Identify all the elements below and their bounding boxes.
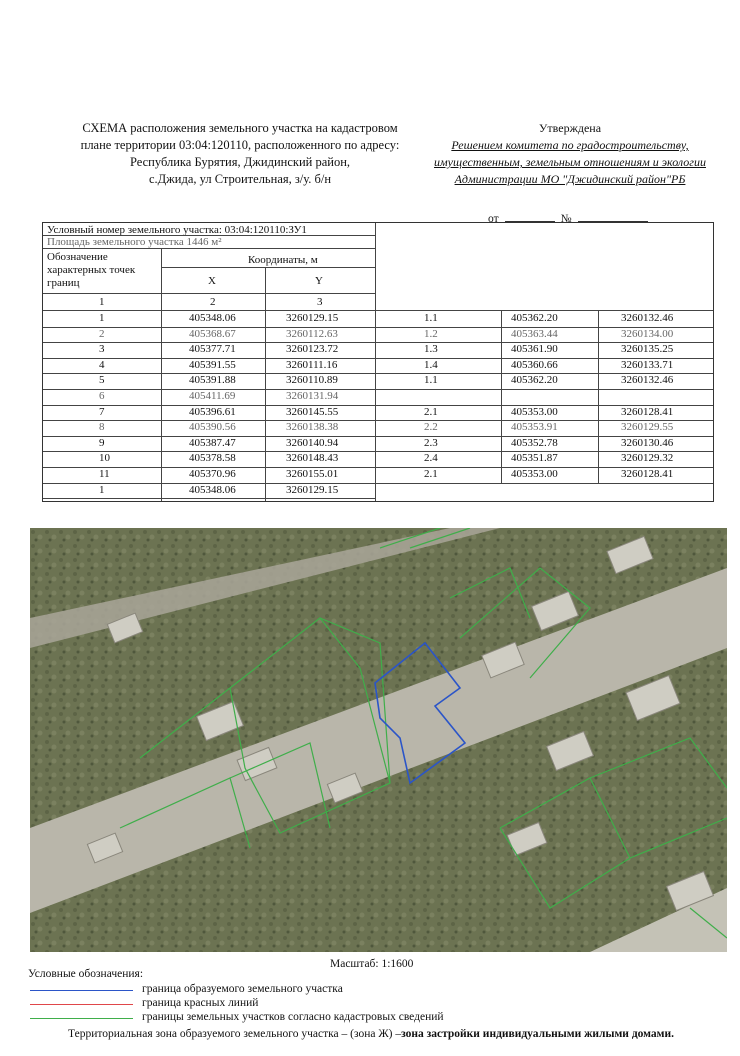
legend-title: Условные обозначения: [28, 968, 144, 980]
y-value: 3260111.16 [286, 358, 338, 371]
sub-y-value: 3260129.32 [621, 452, 674, 465]
y-value: 3260110.89 [286, 374, 338, 387]
red-line-swatch [30, 1004, 133, 1005]
cadastral-number: Условный номер земельного участка: 03:04:120110:ЗУ1 [47, 224, 307, 236]
x-value: 405377.71 [189, 343, 236, 356]
green-line-swatch [30, 1018, 133, 1019]
table-rule [161, 248, 162, 501]
legend-label: границы земельных участков согласно кадастровых сведений [142, 1011, 444, 1023]
sub-point-number: 1.1 [424, 374, 438, 387]
sub-point-number: 1.2 [424, 327, 438, 340]
col-point-line-1: Обозначение [47, 251, 108, 263]
sub-y-value: 3260128.41 [621, 468, 674, 480]
zone-note [68, 1028, 674, 1040]
approval-line-3: Администрации МО "Джидинский район"РБ [454, 172, 686, 186]
col-number-3: 3 [317, 296, 323, 308]
point-number: 5 [99, 374, 105, 387]
col-number-2: 2 [210, 296, 216, 308]
col-number-1: 1 [99, 296, 105, 308]
point-number: 9 [99, 436, 105, 449]
legend-item-cadastral [28, 1011, 728, 1025]
sub-point-number: 1.3 [424, 343, 438, 356]
legend-label: граница образуемого земельного участка [142, 983, 343, 995]
table-rule [501, 310, 502, 484]
sub-x-value: 405361.90 [511, 343, 558, 356]
table-rule [598, 310, 599, 484]
x-value: 405348.06 [189, 483, 236, 496]
point-number: 6 [99, 390, 105, 402]
sub-x-value: 405352.78 [511, 436, 558, 449]
y-value: 3260138.38 [286, 421, 339, 434]
col-coords-header: Координаты, м [248, 254, 318, 266]
approval-line-1: Решением комитета по градостроительству, [451, 138, 689, 152]
x-value: 405348.06 [189, 312, 236, 324]
sub-y-value: 3260130.46 [621, 436, 674, 449]
approval-heading: Утверждена [538, 121, 602, 135]
sub-x-value: 405353.00 [511, 405, 558, 418]
date-label: от [488, 213, 499, 225]
sub-y-value: 3260134.00 [621, 327, 674, 340]
y-value: 3260148.43 [286, 452, 339, 465]
table-rule [375, 483, 713, 484]
point-number: 3 [99, 343, 105, 356]
y-value: 3260129.15 [286, 483, 339, 496]
point-number: 8 [99, 421, 105, 434]
table-rule [375, 223, 376, 501]
sub-y-value: 3260129.55 [621, 421, 674, 434]
sub-y-value: 3260132.46 [621, 312, 674, 324]
sub-point-number: 1.4 [424, 358, 438, 371]
blue-line-swatch [30, 990, 133, 991]
sub-x-value: 405353.00 [511, 468, 558, 480]
x-value: 405378.58 [189, 452, 236, 465]
sub-point-number: 2.1 [424, 405, 438, 418]
sub-y-value: 3260128.41 [621, 405, 674, 418]
coordinates-table [42, 222, 714, 502]
x-value: 405391.88 [189, 374, 236, 387]
point-number: 10 [99, 452, 110, 465]
title-line-4: с.Джида, ул Строительная, з/у. б/н [148, 172, 332, 186]
col-x-header: X [208, 275, 216, 287]
x-value: 405387.47 [189, 436, 236, 449]
approval-block [420, 120, 720, 188]
y-value: 3260112.63 [286, 327, 338, 340]
col-point-header [47, 251, 157, 290]
x-value: 405368.67 [189, 327, 236, 340]
sub-point-number: 2.4 [424, 452, 438, 465]
table-rule [43, 293, 375, 294]
map-scale: Масштаб: 1:1600 [330, 958, 414, 970]
x-value: 405396.61 [189, 405, 236, 418]
point-number: 2 [99, 327, 105, 340]
x-value: 405390.56 [189, 421, 236, 434]
y-value: 3260140.94 [286, 436, 339, 449]
y-value: 3260129.15 [286, 312, 339, 324]
title-line-2: плане территории 03:04:120110, расположенного по адресу: [80, 138, 400, 152]
zone-note-bold: зона застройки индивидуальными жилыми домами. [401, 1028, 674, 1040]
sub-x-value: 405362.20 [511, 312, 558, 324]
col-point-line-2: характерных точек [47, 264, 136, 276]
point-number: 1 [99, 483, 105, 496]
point-number: 11 [99, 468, 110, 480]
title-line-3: Республика Бурятия, Джидинский район, [129, 155, 351, 169]
sub-x-value: 405353.91 [511, 421, 558, 434]
sub-point-number: 2.1 [424, 468, 438, 480]
x-value: 405370.96 [189, 468, 236, 480]
sub-x-value: 405363.44 [511, 327, 558, 340]
table-rule [43, 235, 375, 236]
sub-x-value: 405362.20 [511, 374, 558, 387]
point-number: 7 [99, 405, 105, 418]
sub-x-value: 405360.66 [511, 358, 558, 371]
table-rule [265, 267, 266, 501]
table-rule [161, 267, 375, 268]
y-value: 3260145.55 [286, 405, 339, 418]
sub-y-value: 3260133.71 [621, 358, 674, 371]
x-value: 405411.69 [189, 390, 236, 402]
y-value: 3260155.01 [286, 468, 339, 480]
col-y-header: Y [315, 275, 323, 287]
legend-item-red-lines [28, 997, 728, 1011]
parcel-area: Площадь земельного участка 1446 м² [47, 236, 222, 248]
sub-x-value: 405351.87 [511, 452, 558, 465]
x-value: 405391.55 [189, 358, 236, 371]
sub-y-value: 3260135.25 [621, 343, 674, 356]
point-number: 1 [99, 312, 105, 324]
title-line-1: СХЕМА расположения земельного участка на кадастровом [82, 121, 398, 135]
aerial-photo [30, 528, 727, 952]
y-value: 3260123.72 [286, 343, 339, 356]
y-value: 3260131.94 [286, 390, 339, 402]
point-number: 4 [99, 358, 105, 371]
sub-y-value: 3260132.46 [621, 374, 674, 387]
number-label: № [560, 213, 572, 225]
table-rule [375, 389, 713, 390]
col-point-line-3: границ [47, 277, 80, 289]
document-title [40, 120, 440, 188]
sub-point-number: 1.1 [424, 312, 438, 324]
table-rule [43, 498, 375, 499]
zone-note-prefix: Территориальная зона образуемого земельного участка – (зона Ж) – [68, 1028, 402, 1040]
legend-label: граница красных линий [142, 997, 259, 1009]
table-rule [43, 310, 713, 311]
aerial-map [30, 528, 727, 952]
approval-line-2: имущественным, земельным отношениям и экологии [434, 155, 706, 169]
legend-item-parcel [28, 983, 728, 997]
sub-point-number: 2.3 [424, 436, 438, 449]
sub-point-number: 2.2 [424, 421, 438, 434]
table-rule [43, 248, 375, 249]
